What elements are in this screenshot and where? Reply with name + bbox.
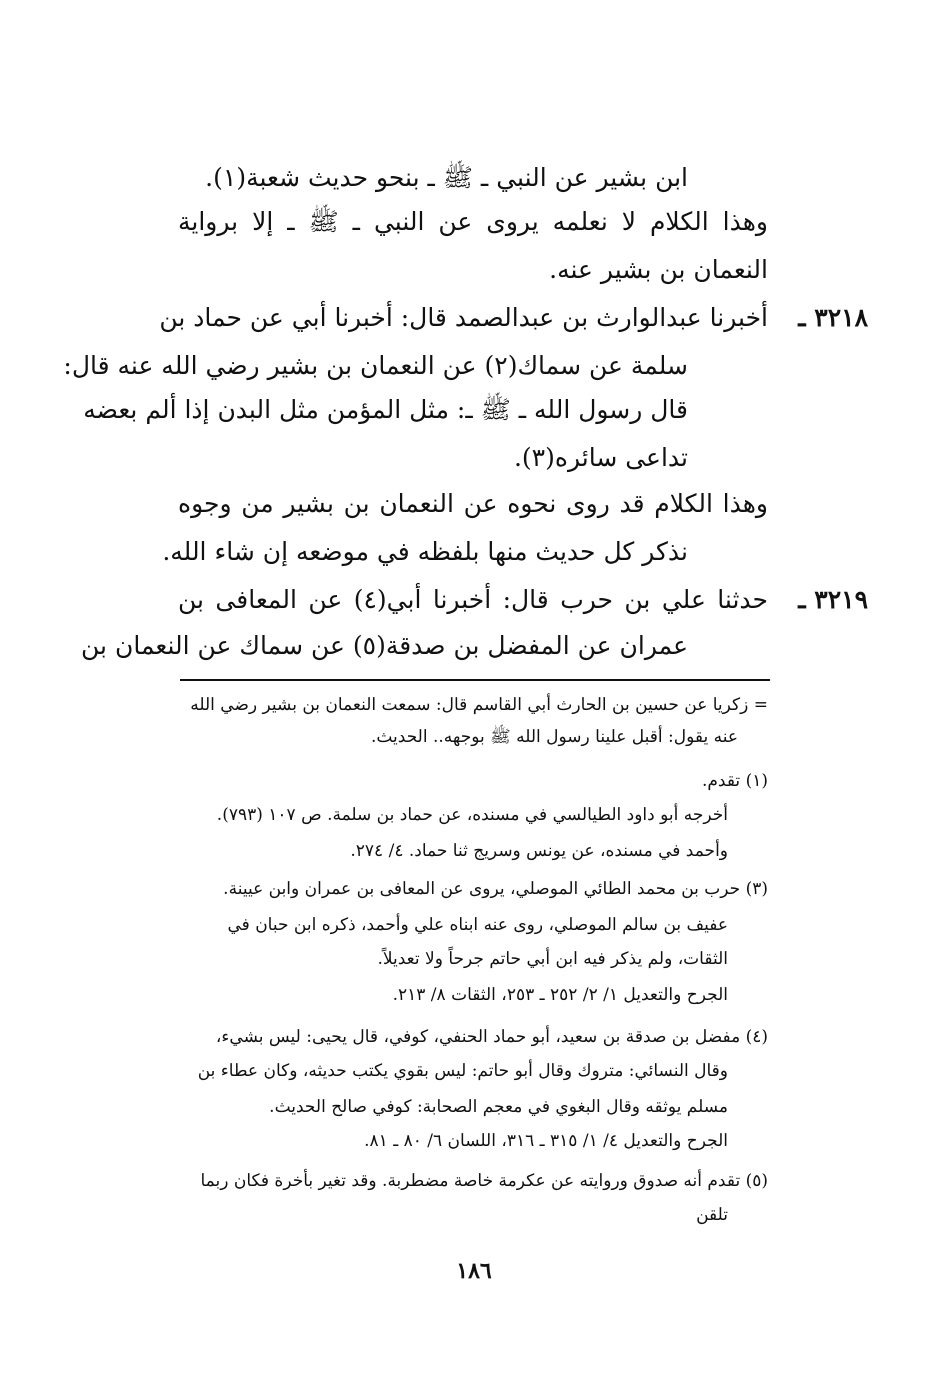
main-line-8: وهذا الكلام قد روى نحوه عن النعمان بن بشير من وجوه <box>178 489 768 518</box>
main-line-7: تداعى سائره(٣). <box>513 443 688 472</box>
main-line-1: ابن بشير عن النبي ـ ﷺ ـ بنحو حديث شعبة(١). <box>205 163 688 192</box>
footnote-line-8: الثقات، ولم يذكر فيه ابن أبي حاتم جرحاً ولا تعديلاً. <box>377 949 728 969</box>
hadith-number-3219: ٣٢١٩ ـ <box>798 585 868 614</box>
hadith-number-3218: ٣٢١٨ ـ <box>798 303 868 332</box>
footnote-line-6: (٣) حرب بن محمد الطائي الموصلي، يروى عن المعافى بن عمران وابن عيينة. <box>223 879 768 899</box>
page-number: ١٨٦ <box>456 1258 492 1284</box>
footnote-line-1: = زكريا عن حسين بن الحارث أبي القاسم قال: سمعت النعمان بن بشير رضي الله <box>190 695 768 715</box>
main-line-6: قال رسول الله ـ ﷺ ـ: مثل المؤمن مثل البدن إذا ألم بعضه <box>83 395 688 424</box>
footnote-line-7: عفيف بن سالم الموصلي، روى عنه ابناه علي وأحمد، ذكره ابن حبان في <box>227 915 728 935</box>
main-line-4: أخبرنا عبدالوارث بن عبدالصمد قال: أخبرنا أبي عن حماد بن <box>159 303 768 332</box>
footnote-line-11: وقال النسائي: متروك وقال أبو حاتم: ليس بقوي يكتب حديثه، وكان عطاء بن <box>197 1061 728 1081</box>
footnote-line-3: (١) تقدم. <box>701 771 768 791</box>
main-line-9: نذكر كل حديث منها بلفظه في موضعه إن شاء الله. <box>162 537 688 566</box>
main-line-5: سلمة عن سماك(٢) عن النعمان بن بشير رضي الله عنه قال: <box>63 351 688 380</box>
footnote-line-4: أخرجه أبو داود الطيالسي في مسنده، عن حماد بن سلمة. ص ١٠٧ (٧٩٣). <box>216 805 728 825</box>
main-line-2: وهذا الكلام لا نعلمه يروى عن النبي ـ ﷺ ـ إلا برواية <box>178 207 768 236</box>
footnote-line-10: (٤) مفضل بن صدقة بن سعيد، أبو حماد الحنفي، كوفي، قال يحيى: ليس بشيء، <box>215 1027 768 1047</box>
footnote-separator <box>180 679 770 681</box>
footnote-line-5: وأحمد في مسنده، عن يونس وسريج ثنا حماد. ٤/ ٢٧٤. <box>350 841 728 861</box>
footnote-line-2: عنه يقول: أقبل علينا رسول الله ﷺ بوجهه.. الحديث. <box>370 727 738 747</box>
main-line-11: عمران عن المفضل بن صدقة(٥) عن سماك عن النعمان بن <box>81 631 688 660</box>
footnote-line-15: تلقن <box>696 1205 728 1225</box>
footnote-line-12: مسلم يوثقه وقال البغوي في معجم الصحابة: كوفي صالح الحديث. <box>269 1097 728 1117</box>
main-line-10: حدثنا علي بن حرب قال: أخبرنا أبي(٤) عن المعافى بن <box>178 585 768 614</box>
main-line-3: النعمان بن بشير عنه. <box>549 255 768 284</box>
footnote-line-9: الجرح والتعديل ١/ ٢/ ٢٥٢ ـ ٢٥٣، الثقات ٨/ ٢١٣. <box>392 985 728 1005</box>
footnote-line-14: (٥) تقدم أنه صدوق وروايته عن عكرمة خاصة مضطربة. وقد تغير بأخرة فكان ربما <box>200 1171 768 1191</box>
footnote-line-13: الجرح والتعديل ٤/ ١/ ٣١٥ ـ ٣١٦، اللسان ٦/ ٨٠ ـ ٨١. <box>364 1131 728 1151</box>
